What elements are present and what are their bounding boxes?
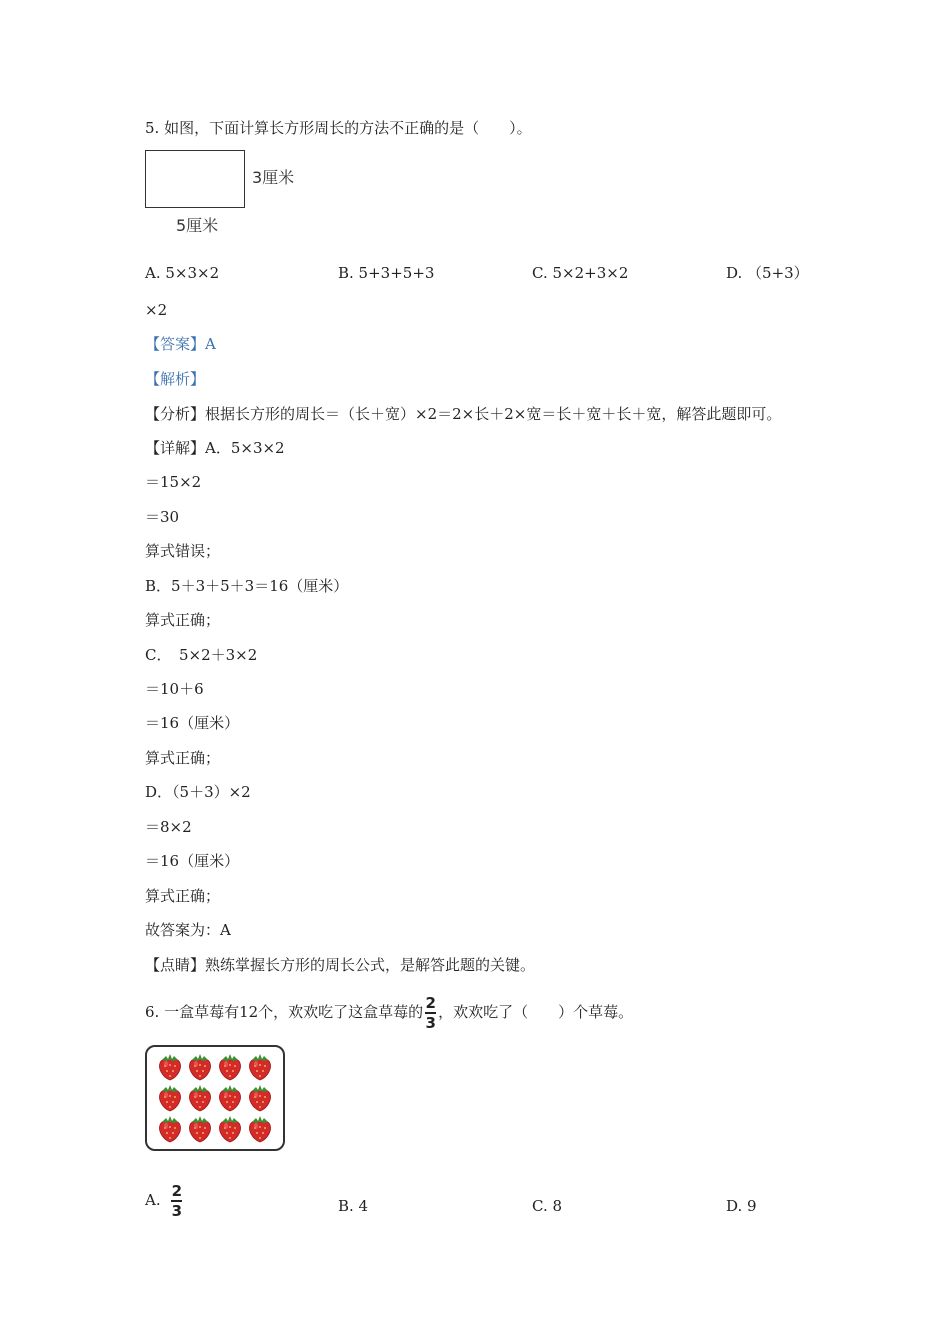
explanation-line: 【分析】根据长方形的周长＝（长＋宽）×2＝2×长＋2×宽＝长＋宽＋长＋宽，解答此题即可。 — [145, 405, 782, 423]
q5-option-b: B. 5+3+5+3 — [338, 264, 435, 282]
strawberry-icon — [217, 1115, 243, 1143]
q6-question — [145, 992, 633, 1032]
explanation-line: ＝8×2 — [145, 818, 192, 836]
explanation-line: 故答案为：A — [145, 921, 231, 939]
explanation-line: 【详解】A．5×3×2 — [145, 439, 285, 457]
strawberry-icon — [247, 1084, 273, 1112]
q6-option-c: C. 8 — [532, 1197, 563, 1215]
fraction-numerator: 2 — [171, 1182, 183, 1200]
answer-tag: 【答案】A — [145, 335, 216, 353]
explanation-line: 算式正确； — [145, 611, 221, 629]
q6-option-d: D. 9 — [726, 1197, 757, 1215]
explanation-line: ＝16（厘米） — [145, 852, 240, 870]
explanation-line: 算式正确； — [145, 887, 221, 905]
q5-option-d-continued: ×2 — [145, 301, 168, 319]
fraction — [425, 995, 436, 1031]
q5-question: 5. 如图，下面计算长方形周长的方法不正确的是（ ）。 — [145, 119, 532, 137]
fraction-denominator: 3 — [425, 1013, 436, 1032]
explanation-line: 算式错误； — [145, 542, 221, 560]
q5-option-a: A. 5×3×2 — [145, 264, 220, 282]
q6-question-suffix: ，欢欢吃了（ ）个草莓。 — [438, 1003, 634, 1021]
q5-option-c: C. 5×2+3×2 — [532, 264, 629, 282]
explanation-line: B．5＋3＋5＋3＝16（厘米） — [145, 577, 349, 595]
q6-option-a-label: A. — [145, 1190, 161, 1209]
strawberry-box — [145, 1045, 285, 1151]
strawberry-icon — [187, 1053, 213, 1081]
explanation-line: C． 5×2＋3×2 — [145, 646, 258, 664]
explanation-line: ＝16（厘米） — [145, 714, 240, 732]
explanation-line: D．（5＋3）×2 — [145, 783, 251, 801]
strawberry-icon — [187, 1084, 213, 1112]
strawberry-icon — [247, 1115, 273, 1143]
explanation-line: 算式正确； — [145, 749, 221, 767]
strawberry-icon — [157, 1053, 183, 1081]
height-label: 3厘米 — [252, 168, 295, 187]
explanation-line: 【点睛】熟练掌握长方形的周长公式，是解答此题的关键。 — [145, 956, 536, 974]
fraction-denominator: 3 — [171, 1201, 183, 1220]
fraction-numerator: 2 — [425, 994, 436, 1013]
q6-question-prefix: 6. 一盒草莓有12个，欢欢吃了这盒草莓的 — [145, 1003, 424, 1021]
strawberry-icon — [247, 1053, 273, 1081]
q6-option-b: B. 4 — [338, 1197, 369, 1215]
q5-option-d: D. （5+3） — [726, 264, 809, 282]
rectangle-figure — [145, 150, 245, 208]
q6-option-a — [145, 1183, 184, 1219]
explanation-line: ＝15×2 — [145, 473, 202, 491]
strawberry-icon — [217, 1053, 243, 1081]
strawberry-icon — [217, 1084, 243, 1112]
q6-option-a-fraction — [171, 1183, 182, 1219]
width-label: 5厘米 — [176, 216, 219, 235]
explanation-line: ＝10＋6 — [145, 680, 204, 698]
explanation-line: ＝30 — [145, 508, 180, 526]
strawberry-icon — [187, 1115, 213, 1143]
strawberry-icon — [157, 1084, 183, 1112]
analysis-tag: 【解析】 — [145, 370, 206, 388]
strawberry-icon — [157, 1115, 183, 1143]
